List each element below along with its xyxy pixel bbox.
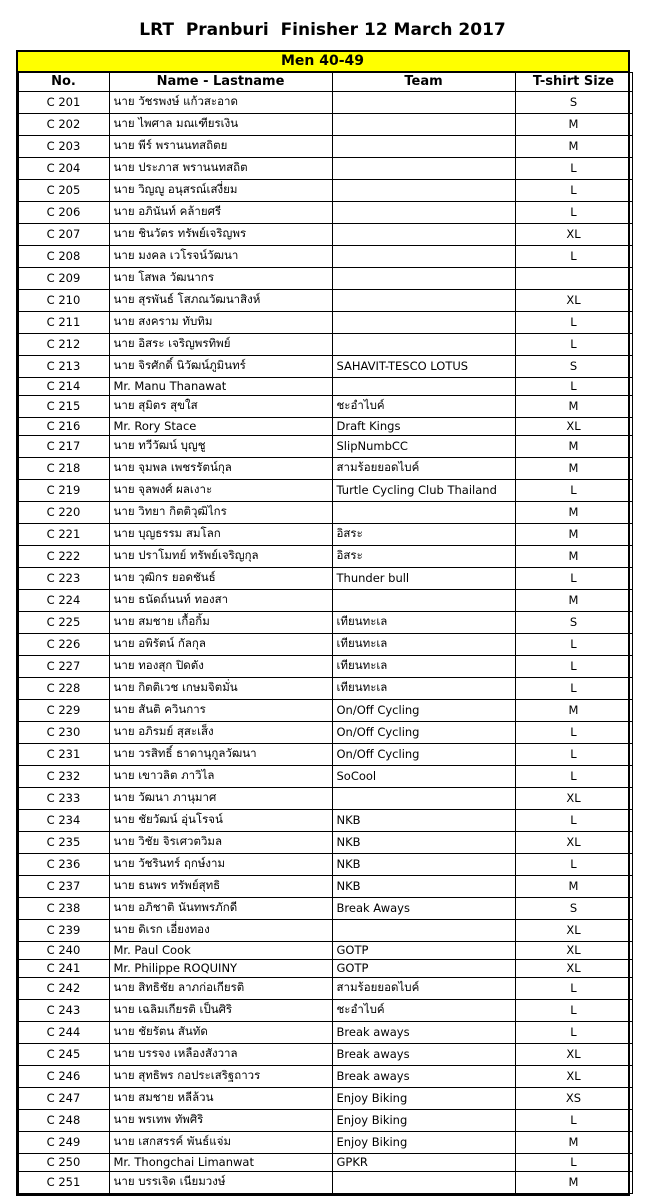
no-cell: C 249 <box>18 1132 109 1154</box>
size-cell: M <box>515 700 632 722</box>
table-row <box>18 832 632 854</box>
name-cell: นาย จุลพงศ์ ผลเงาะ <box>109 480 332 502</box>
column-header: No. <box>18 73 109 92</box>
table-row <box>18 436 632 458</box>
name-cell: นาย ทวีวัฒน์ บุญชู <box>109 436 332 458</box>
no-cell: C 216 <box>18 418 109 436</box>
team-cell <box>332 290 515 312</box>
name-cell: นาย ชัยรัตน สันทัด <box>109 1022 332 1044</box>
column-header: Team <box>332 73 515 92</box>
name-cell: นาย สมชาย หลีล้วน <box>109 1088 332 1110</box>
no-cell: C 214 <box>18 378 109 396</box>
table-row <box>18 334 632 356</box>
table-row <box>18 180 632 202</box>
table-row <box>18 788 632 810</box>
team-cell: Break aways <box>332 1066 515 1088</box>
table-row <box>18 502 632 524</box>
team-cell <box>332 224 515 246</box>
table-row <box>18 920 632 942</box>
no-cell: C 201 <box>18 92 109 114</box>
name-cell: นาย วิทยา กิตติวุฒิไกร <box>109 502 332 524</box>
table-row <box>18 1110 632 1132</box>
name-cell: นาย สิทธิชัย ลาภก่อเกียรติ <box>109 978 332 1000</box>
name-cell: นาย วรสิทธิ์ ธาดานุกูลวัฒนา <box>109 744 332 766</box>
no-cell: C 211 <box>18 312 109 334</box>
name-cell: นาย วัชรพงษ์ แก้วสะอาด <box>109 92 332 114</box>
name-cell: นาย เฉลิมเกียรติ เป็นศิริ <box>109 1000 332 1022</box>
name-cell: นาย ดิเรก เอี่ยงทอง <box>109 920 332 942</box>
team-cell: Turtle Cycling Club Thailand <box>332 480 515 502</box>
no-cell: C 204 <box>18 158 109 180</box>
table-row <box>18 590 632 612</box>
size-cell: M <box>515 876 632 898</box>
table-row <box>18 418 632 436</box>
no-cell: C 237 <box>18 876 109 898</box>
size-cell: L <box>515 378 632 396</box>
table-row <box>18 1154 632 1172</box>
table-row <box>18 312 632 334</box>
column-header: Name - Lastname <box>109 73 332 92</box>
table-row <box>18 1044 632 1066</box>
name-cell: นาย อภิชาติ นันทพรภักดี <box>109 898 332 920</box>
no-cell: C 243 <box>18 1000 109 1022</box>
size-cell: L <box>515 1000 632 1022</box>
size-cell: M <box>515 436 632 458</box>
name-cell: นาย ชินวัตร ทรัพย์เจริญพร <box>109 224 332 246</box>
table-header <box>18 73 632 92</box>
no-cell: C 207 <box>18 224 109 246</box>
table-row <box>18 898 632 920</box>
no-cell: C 233 <box>18 788 109 810</box>
team-cell <box>332 246 515 268</box>
team-cell <box>332 502 515 524</box>
table-row <box>18 766 632 788</box>
name-cell: นาย บุญธรรม สมโลก <box>109 524 332 546</box>
table-row <box>18 92 632 114</box>
no-cell: C 238 <box>18 898 109 920</box>
name-cell: นาย ไพศาล มณเฑียรเงิน <box>109 114 332 136</box>
size-cell: L <box>515 722 632 744</box>
size-cell: XL <box>515 1066 632 1088</box>
team-cell <box>332 114 515 136</box>
table-row <box>18 810 632 832</box>
name-cell: นาย วุฒิกร ยอดชันธ์ <box>109 568 332 590</box>
team-cell: GOTP <box>332 960 515 978</box>
team-cell <box>332 788 515 810</box>
name-cell: Mr. Rory Stace <box>109 418 332 436</box>
name-cell: นาย ชัยวัฒน์ อุ่นโรจน์ <box>109 810 332 832</box>
no-cell: C 247 <box>18 1088 109 1110</box>
name-cell: นาย สมชาย เกื้อกิ้ม <box>109 612 332 634</box>
table-row <box>18 854 632 876</box>
no-cell: C 219 <box>18 480 109 502</box>
name-cell: นาย พีร์ พรานนทสถิตย <box>109 136 332 158</box>
table-row <box>18 612 632 634</box>
team-cell <box>332 590 515 612</box>
team-cell: Enjoy Biking <box>332 1132 515 1154</box>
size-cell: L <box>515 744 632 766</box>
finisher-table <box>18 72 633 1194</box>
name-cell: นาย มงคล เวโรจน์วัฒนา <box>109 246 332 268</box>
size-cell: L <box>515 634 632 656</box>
team-cell: NKB <box>332 876 515 898</box>
team-cell: SlipNumbCC <box>332 436 515 458</box>
team-cell: สามร้อยยอดไบค์ <box>332 978 515 1000</box>
no-cell: C 234 <box>18 810 109 832</box>
no-cell: C 220 <box>18 502 109 524</box>
size-cell: XS <box>515 1088 632 1110</box>
size-cell: M <box>515 1132 632 1154</box>
team-cell <box>332 92 515 114</box>
table-row <box>18 678 632 700</box>
column-header: T-shirt Size <box>515 73 632 92</box>
size-cell: M <box>515 590 632 612</box>
name-cell: นาย สุทธิพร กอประเสริฐถาวร <box>109 1066 332 1088</box>
size-cell: M <box>515 458 632 480</box>
name-cell: นาย ธนัดถ์นนท์ ทองสา <box>109 590 332 612</box>
team-cell: เทียนทะเล <box>332 678 515 700</box>
size-cell: S <box>515 356 632 378</box>
name-cell: นาย เขาวลิต ภาวิไล <box>109 766 332 788</box>
table-row <box>18 634 632 656</box>
no-cell: C 224 <box>18 590 109 612</box>
no-cell: C 213 <box>18 356 109 378</box>
table-row <box>18 722 632 744</box>
size-cell: M <box>515 114 632 136</box>
size-cell: L <box>515 202 632 224</box>
team-cell: Enjoy Biking <box>332 1088 515 1110</box>
table-row <box>18 960 632 978</box>
team-cell: สามร้อยยอดไบค์ <box>332 458 515 480</box>
team-cell <box>332 158 515 180</box>
size-cell: M <box>515 502 632 524</box>
table-row <box>18 136 632 158</box>
size-cell: L <box>515 854 632 876</box>
size-cell: L <box>515 810 632 832</box>
table-row <box>18 656 632 678</box>
table-row <box>18 114 632 136</box>
header-row <box>18 73 632 92</box>
table-row <box>18 268 632 290</box>
team-cell: On/Off Cycling <box>332 722 515 744</box>
no-cell: C 221 <box>18 524 109 546</box>
size-cell: L <box>515 246 632 268</box>
team-cell: Enjoy Biking <box>332 1110 515 1132</box>
page-title: LRT Pranburi Finisher 12 March 2017 <box>139 20 506 40</box>
no-cell: C 242 <box>18 978 109 1000</box>
no-cell: C 232 <box>18 766 109 788</box>
table-row <box>18 1000 632 1022</box>
size-cell: L <box>515 480 632 502</box>
size-cell: XL <box>515 788 632 810</box>
size-cell: L <box>515 334 632 356</box>
team-cell: Break aways <box>332 1044 515 1066</box>
table-row <box>18 158 632 180</box>
name-cell: นาย ธนพร ทรัพย์สุทธิ <box>109 876 332 898</box>
size-cell: XL <box>515 224 632 246</box>
table-row <box>18 378 632 396</box>
team-cell: อิสระ <box>332 524 515 546</box>
no-cell: C 229 <box>18 700 109 722</box>
table-row <box>18 290 632 312</box>
no-cell: C 223 <box>18 568 109 590</box>
table-row <box>18 224 632 246</box>
size-cell: M <box>515 136 632 158</box>
size-cell: S <box>515 92 632 114</box>
name-cell: นาย วิญญู อนุสรณ์เสงี่ยม <box>109 180 332 202</box>
table-row <box>18 356 632 378</box>
no-cell: C 241 <box>18 960 109 978</box>
size-cell: L <box>515 180 632 202</box>
no-cell: C 250 <box>18 1154 109 1172</box>
no-cell: C 226 <box>18 634 109 656</box>
team-cell: SoCool <box>332 766 515 788</box>
no-cell: C 248 <box>18 1110 109 1132</box>
size-cell: L <box>515 158 632 180</box>
table-body <box>18 92 632 1194</box>
table-row <box>18 1022 632 1044</box>
size-cell: L <box>515 1154 632 1172</box>
team-cell: ชะอำไบค์ <box>332 1000 515 1022</box>
results-sheet <box>16 50 630 1196</box>
team-cell: เทียนทะเล <box>332 612 515 634</box>
size-cell: M <box>515 546 632 568</box>
size-cell: L <box>515 656 632 678</box>
name-cell: นาย โสพล วัฒนากร <box>109 268 332 290</box>
team-cell: Draft Kings <box>332 418 515 436</box>
no-cell: C 208 <box>18 246 109 268</box>
team-cell <box>332 920 515 942</box>
size-cell: XL <box>515 832 632 854</box>
name-cell: นาย สุมิตร สุขใส <box>109 396 332 418</box>
size-cell: M <box>515 396 632 418</box>
table-row <box>18 524 632 546</box>
name-cell: นาย พรเทพ ทัพศิริ <box>109 1110 332 1132</box>
table-row <box>18 480 632 502</box>
table-row <box>18 546 632 568</box>
table-row <box>18 700 632 722</box>
no-cell: C 246 <box>18 1066 109 1088</box>
name-cell: นาย สุรพันธ์ โสภณวัฒนาสิงห์ <box>109 290 332 312</box>
name-cell: นาย ทองสุก ปิดตัง <box>109 656 332 678</box>
no-cell: C 210 <box>18 290 109 312</box>
name-cell: Mr. Manu Thanawat <box>109 378 332 396</box>
table-row <box>18 1132 632 1154</box>
size-cell: L <box>515 1110 632 1132</box>
no-cell: C 206 <box>18 202 109 224</box>
team-cell: On/Off Cycling <box>332 700 515 722</box>
no-cell: C 222 <box>18 546 109 568</box>
name-cell: นาย อภิรมย์ สุสะเส็ง <box>109 722 332 744</box>
size-cell: XL <box>515 920 632 942</box>
name-cell: Mr. Thongchai Limanwat <box>109 1154 332 1172</box>
name-cell: นาย วัชรินทร์ ฤกษ์งาม <box>109 854 332 876</box>
name-cell: นาย วิชัย จิรเศวตวิมล <box>109 832 332 854</box>
name-cell: นาย เสกสรรค์ พันธ์แจ่ม <box>109 1132 332 1154</box>
table-row <box>18 744 632 766</box>
team-cell: Break Aways <box>332 898 515 920</box>
no-cell: C 218 <box>18 458 109 480</box>
size-cell: L <box>515 766 632 788</box>
team-cell <box>332 202 515 224</box>
name-cell: นาย อภินันท์ คล้ายศรี <box>109 202 332 224</box>
team-cell: SAHAVIT-TESCO LOTUS <box>332 356 515 378</box>
name-cell: นาย ปราโมทย์ ทรัพย์เจริญกุล <box>109 546 332 568</box>
size-cell: L <box>515 568 632 590</box>
size-cell: S <box>515 612 632 634</box>
team-cell: ชะอำไบค์ <box>332 396 515 418</box>
no-cell: C 217 <box>18 436 109 458</box>
no-cell: C 235 <box>18 832 109 854</box>
no-cell: C 227 <box>18 656 109 678</box>
team-cell: GOTP <box>332 942 515 960</box>
size-cell: XL <box>515 942 632 960</box>
no-cell: C 212 <box>18 334 109 356</box>
team-cell: อิสระ <box>332 546 515 568</box>
team-cell: เทียนทะเล <box>332 634 515 656</box>
no-cell: C 239 <box>18 920 109 942</box>
no-cell: C 203 <box>18 136 109 158</box>
name-cell: นาย วัฒนา ภานุมาศ <box>109 788 332 810</box>
size-cell: L <box>515 312 632 334</box>
size-cell: XL <box>515 418 632 436</box>
size-cell: S <box>515 898 632 920</box>
team-cell: Break aways <box>332 1022 515 1044</box>
no-cell: C 202 <box>18 114 109 136</box>
table-row <box>18 876 632 898</box>
name-cell: นาย สันติ ควินการ <box>109 700 332 722</box>
name-cell: นาย จิรศักดิ์ นิวัฒน์ภูมินทร์ <box>109 356 332 378</box>
no-cell: C 215 <box>18 396 109 418</box>
name-cell: นาย จุมพล เพชรรัตน์กุล <box>109 458 332 480</box>
name-cell: Mr. Philippe ROQUINY <box>109 960 332 978</box>
table-row <box>18 978 632 1000</box>
name-cell: Mr. Paul Cook <box>109 942 332 960</box>
table-row <box>18 246 632 268</box>
name-cell: นาย สงคราม ทับทิม <box>109 312 332 334</box>
name-cell: นาย บรรจง เหลืองสังวาล <box>109 1044 332 1066</box>
size-cell <box>515 268 632 290</box>
size-cell: M <box>515 1172 632 1194</box>
team-cell: GPKR <box>332 1154 515 1172</box>
no-cell: C 244 <box>18 1022 109 1044</box>
table-row <box>18 458 632 480</box>
category-banner: Men 40-49 <box>18 52 628 72</box>
team-cell: On/Off Cycling <box>332 744 515 766</box>
name-cell: นาย ประภาส พรานนทสถิต <box>109 158 332 180</box>
team-cell: NKB <box>332 854 515 876</box>
name-cell: นาย กิตติเวช เกษมจิตมั่น <box>109 678 332 700</box>
team-cell: Thunder bull <box>332 568 515 590</box>
team-cell <box>332 378 515 396</box>
table-row <box>18 568 632 590</box>
name-cell: นาย บรรเจิด เนียมวงษ์ <box>109 1172 332 1194</box>
size-cell: L <box>515 1022 632 1044</box>
no-cell: C 240 <box>18 942 109 960</box>
size-cell: XL <box>515 290 632 312</box>
table-row <box>18 202 632 224</box>
team-cell <box>332 312 515 334</box>
table-row <box>18 396 632 418</box>
no-cell: C 228 <box>18 678 109 700</box>
name-cell: นาย อิสระ เจริญพรทิพย์ <box>109 334 332 356</box>
team-cell <box>332 136 515 158</box>
table-row <box>18 1066 632 1088</box>
size-cell: M <box>515 524 632 546</box>
size-cell: L <box>515 978 632 1000</box>
table-row <box>18 942 632 960</box>
size-cell: XL <box>515 1044 632 1066</box>
size-cell: L <box>515 678 632 700</box>
table-row <box>18 1088 632 1110</box>
team-cell: เทียนทะเล <box>332 656 515 678</box>
team-cell: NKB <box>332 832 515 854</box>
no-cell: C 209 <box>18 268 109 290</box>
team-cell <box>332 268 515 290</box>
name-cell: นาย อพิรัตน์ กัลกุล <box>109 634 332 656</box>
team-cell <box>332 1172 515 1194</box>
table-row <box>18 1172 632 1194</box>
no-cell: C 225 <box>18 612 109 634</box>
team-cell: NKB <box>332 810 515 832</box>
no-cell: C 251 <box>18 1172 109 1194</box>
size-cell: XL <box>515 960 632 978</box>
no-cell: C 236 <box>18 854 109 876</box>
team-cell <box>332 334 515 356</box>
no-cell: C 245 <box>18 1044 109 1066</box>
no-cell: C 205 <box>18 180 109 202</box>
team-cell <box>332 180 515 202</box>
no-cell: C 231 <box>18 744 109 766</box>
no-cell: C 230 <box>18 722 109 744</box>
